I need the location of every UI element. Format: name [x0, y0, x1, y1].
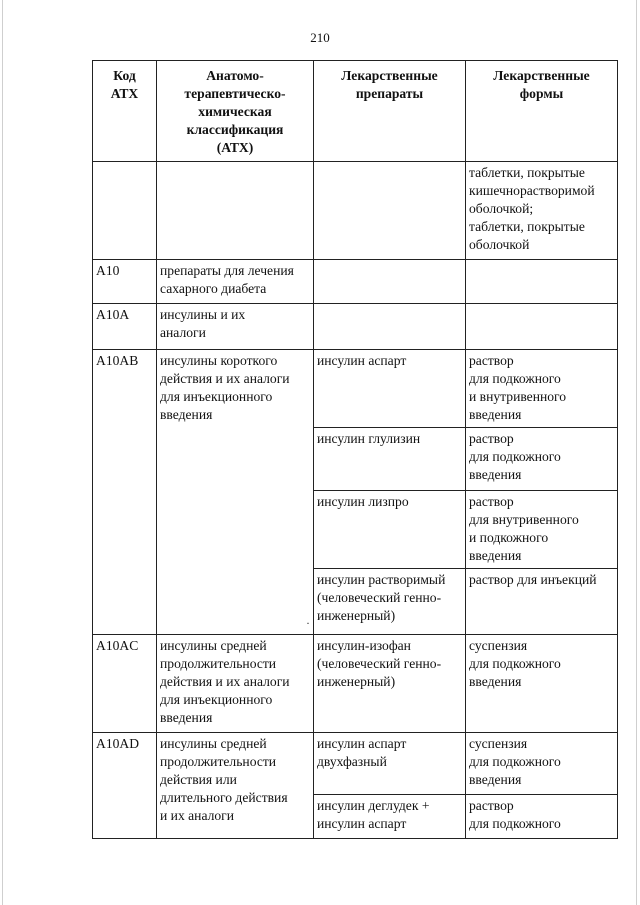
classification-cell: инсулины средней продолжительности действия или длительного действия и их аналоги — [157, 733, 314, 839]
atc-code-cell: A10 — [93, 260, 157, 304]
atc-drug-table — [92, 60, 618, 839]
classification-cell: инсулины короткого действия и их аналоги для инъекционного введения — [157, 350, 314, 635]
form-cell: раствор для подкожного — [466, 795, 618, 839]
drug-cell: инсулин аспарт двухфазный — [314, 733, 466, 795]
form-cell: суспензия для подкожного введения — [466, 733, 618, 795]
header-dosage-forms: Лекарственные формы — [466, 61, 618, 162]
atc-code-cell: A10AB — [93, 350, 157, 635]
drug-cell: инсулин деглудек + инсулин аспарт — [314, 795, 466, 839]
drug-cell: инсулин растворимый (человеческий генно- инженерный) — [314, 569, 466, 635]
atc-code-cell — [93, 162, 157, 260]
header-atc-code: Код АТХ — [93, 61, 157, 162]
classification-cell: препараты для лечения сахарного диабета — [157, 260, 314, 304]
form-cell — [466, 260, 618, 304]
scan-right-edge — [636, 0, 637, 905]
classification-cell: инсулины средней продолжительности действия и их аналоги для инъекционного введения — [157, 635, 314, 733]
drug-cell: инсулин глулизин — [314, 428, 466, 491]
table-row — [93, 304, 618, 350]
table-header-row — [93, 61, 618, 162]
form-cell: таблетки, покрытые кишечнорастворимой оболочкой; таблетки, покрытые оболочкой — [466, 162, 618, 260]
form-cell: раствор для подкожного введения — [466, 428, 618, 491]
drug-cell — [314, 260, 466, 304]
atc-code-cell: A10AD — [93, 733, 157, 839]
form-cell: раствор для подкожного и внутривенного введения — [466, 350, 618, 428]
atc-code-cell: A10A — [93, 304, 157, 350]
classification-cell — [157, 162, 314, 260]
table-row — [93, 350, 618, 428]
header-classification: Анатомо- терапевтическо- химическая классификация (АТХ) — [157, 61, 314, 162]
form-cell — [466, 304, 618, 350]
form-cell: раствор для инъекций — [466, 569, 618, 635]
form-cell: раствор для внутривенного и подкожного введения — [466, 491, 618, 569]
table-row — [93, 733, 618, 795]
page-number: 210 — [310, 30, 330, 45]
classification-cell: инсулины и их аналоги — [157, 304, 314, 350]
table-row — [93, 635, 618, 733]
drug-cell: инсулин аспарт — [314, 350, 466, 428]
scan-left-edge — [2, 0, 3, 905]
table-row — [93, 260, 618, 304]
form-cell: суспензия для подкожного введения — [466, 635, 618, 733]
atc-code-cell: A10AC — [93, 635, 157, 733]
drug-cell — [314, 162, 466, 260]
header-drugs: Лекарственные препараты — [314, 61, 466, 162]
scan-artifact-dot: · — [306, 616, 310, 630]
drug-cell — [314, 304, 466, 350]
table-row — [93, 162, 618, 260]
drug-cell: инсулин лизпро — [314, 491, 466, 569]
drug-cell: инсулин-изофан (человеческий генно- инженерный) — [314, 635, 466, 733]
